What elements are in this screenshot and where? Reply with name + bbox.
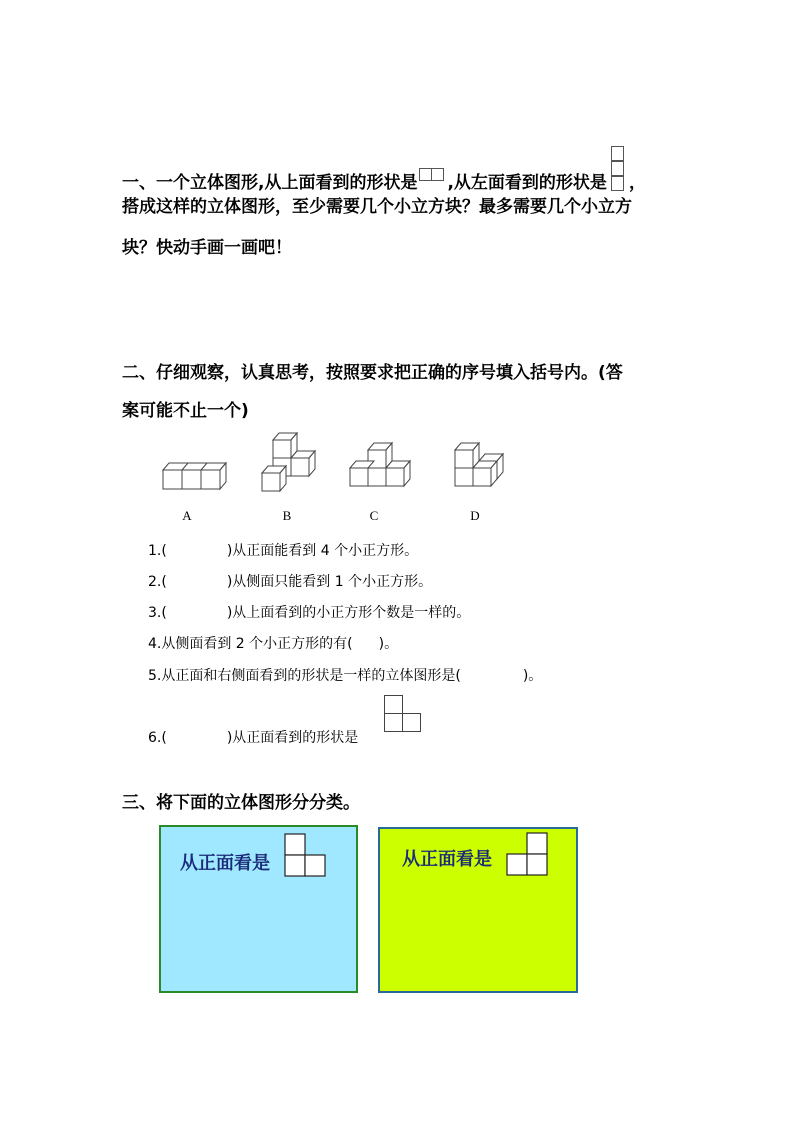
q1-line2: 搭成这样的立体图形，至少需要几个小立方块？最多需要几个小立方 <box>122 197 632 217</box>
figure-b-cubes <box>260 430 318 494</box>
q2-line2: 案可能不止一个) <box>122 401 249 421</box>
item-3-prefix: 3.( <box>148 605 167 621</box>
item-2-prefix: 2.( <box>148 574 167 590</box>
q1-text-a: 一、一个立体图形,从上面看到的形状是 <box>122 173 418 193</box>
figure-label-d: D <box>470 508 480 523</box>
question-item-3 <box>148 602 470 622</box>
category-box-blue-label: 从正面看是 <box>180 853 270 874</box>
item-3-suffix: )从上面看到的小正方形个数是一样的。 <box>226 605 471 621</box>
item-5-prefix: 5.从正面和右侧面看到的形状是一样的立体图形是( <box>148 668 461 684</box>
l-shape-left-icon <box>284 833 328 877</box>
q1-line1 <box>122 146 646 193</box>
q1-text-c: ， <box>628 173 646 193</box>
item-2-suffix: )从侧面只能看到 1 个小正方形。 <box>226 574 433 590</box>
question-item-2 <box>148 571 432 591</box>
item-5-suffix: )。 <box>522 668 543 684</box>
three-squares-vertical-icon <box>611 146 625 192</box>
q3-title: 三、将下面的立体图形分分类。 <box>122 793 360 813</box>
two-squares-horizontal-icon <box>419 168 445 182</box>
item-4-suffix: )。 <box>378 636 399 652</box>
figure-a-cubes <box>162 458 228 490</box>
item-1-suffix: )从正面能看到 4 个小正方形。 <box>226 543 419 559</box>
item-4-prefix: 4.从侧面看到 2 个小正方形的有( <box>148 636 353 652</box>
figure-label-c: C <box>369 508 379 523</box>
item-6-prefix: 6.( <box>148 730 167 746</box>
question-item-1 <box>148 540 418 560</box>
item-1-prefix: 1.( <box>148 543 167 559</box>
question-item-4 <box>148 633 398 653</box>
q1-text-b: ,从左面看到的形状是 <box>447 173 607 193</box>
category-box-green-label: 从正面看是 <box>402 849 492 870</box>
l-shape-front-view-icon <box>384 695 422 733</box>
l-shape-right-icon <box>505 832 549 876</box>
q2-line1: 二、仔细观察，认真思考，按照要求把正确的序号填入括号内。(答 <box>122 363 623 383</box>
question-item-5 <box>148 665 542 685</box>
figure-label-a: A <box>182 508 192 523</box>
item-6-suffix: )从正面看到的形状是 <box>226 730 359 746</box>
figure-c-cubes <box>348 440 412 490</box>
question-item-6 <box>148 727 358 747</box>
figure-d-cubes <box>453 440 509 490</box>
q1-line3: 块？快动手画一画吧！ <box>122 238 292 258</box>
figure-label-b: B <box>282 508 292 523</box>
